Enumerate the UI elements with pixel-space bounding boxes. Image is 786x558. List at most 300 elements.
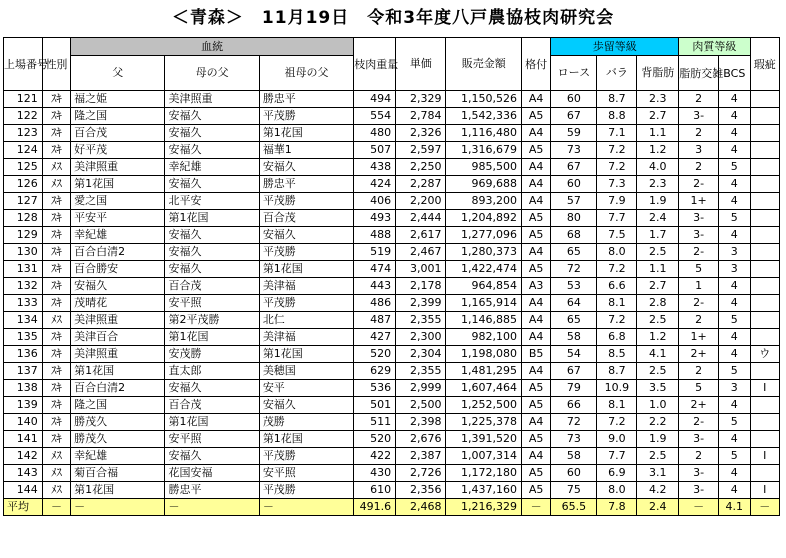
cell-sex: ﾒｽ — [42, 159, 70, 176]
table-row — [4, 397, 780, 414]
cell-marbling: 3- — [679, 482, 719, 499]
cell-grand-maternal-grandfather: 安福久 — [259, 227, 353, 244]
cell-loin: 72 — [551, 414, 597, 431]
cell-father: 隆之国 — [71, 108, 165, 125]
cell-unit-price: 2,500 — [396, 397, 446, 414]
cell-lot: 135 — [4, 329, 43, 346]
cell-father: 美津照重 — [71, 159, 165, 176]
cell-grade: A5 — [521, 482, 550, 499]
cell-father: 愛之国 — [71, 193, 165, 210]
table-row — [4, 312, 780, 329]
cell-marbling: 5 — [679, 380, 719, 397]
cell-bcs: 5 — [719, 448, 750, 465]
cell-grade: A4 — [521, 193, 550, 210]
cell-father: 幸紀雄 — [71, 227, 165, 244]
cell-rib: 10.9 — [597, 380, 637, 397]
cell-back-fat: 2.8 — [637, 295, 679, 312]
cell-lot: 137 — [4, 363, 43, 380]
cell-bcs: 3 — [719, 380, 750, 397]
cell-carcass-weight: 427 — [354, 329, 396, 346]
cell-grand-maternal-grandfather: 美穂国 — [259, 363, 353, 380]
cell-defect — [750, 397, 779, 414]
cell-sex: ｽｷ — [42, 431, 70, 448]
cell-lot: 128 — [4, 210, 43, 227]
table-row — [4, 295, 780, 312]
header-quality-grade: 肉質等級 — [679, 38, 750, 56]
cell-father: 隆之国 — [71, 397, 165, 414]
cell-loin: 65 — [551, 312, 597, 329]
cell-grade: A4 — [521, 363, 550, 380]
cell-maternal-grandfather: 安福久 — [165, 125, 259, 142]
cell-sale-amount: 1,204,892 — [446, 210, 521, 227]
table-row — [4, 261, 780, 278]
cell-carcass-weight: 487 — [354, 312, 396, 329]
cell-rib: 7.2 — [597, 312, 637, 329]
cell-rib: 6.8 — [597, 329, 637, 346]
cell-bcs: 4 — [719, 193, 750, 210]
cell-loin: 57 — [551, 193, 597, 210]
cell-grand-maternal-grandfather: 安平 — [259, 380, 353, 397]
header-yield-grade: 歩留等級 — [551, 38, 679, 56]
cell-loin: 66 — [551, 397, 597, 414]
cell-lot: 142 — [4, 448, 43, 465]
cell-unit-price: 2,726 — [396, 465, 446, 482]
cell-loin: 58 — [551, 448, 597, 465]
cell-defect: Ⅰ — [750, 448, 779, 465]
cell-bcs: 4 — [719, 431, 750, 448]
cell-carcass-weight: 406 — [354, 193, 396, 210]
avg-father: － — [71, 499, 165, 516]
cell-back-fat: 4.2 — [637, 482, 679, 499]
cell-grand-maternal-grandfather: 安平照 — [259, 465, 353, 482]
cell-lot: 133 — [4, 295, 43, 312]
cell-sale-amount: 982,100 — [446, 329, 521, 346]
cell-grand-maternal-grandfather: 平茂勝 — [259, 482, 353, 499]
cell-rib: 7.2 — [597, 414, 637, 431]
cell-defect — [750, 261, 779, 278]
table-row — [4, 193, 780, 210]
cell-grade: A4 — [521, 414, 550, 431]
cell-father: 幸紀雄 — [71, 448, 165, 465]
cell-carcass-weight: 511 — [354, 414, 396, 431]
cell-maternal-grandfather: 第1花国 — [165, 329, 259, 346]
table-row — [4, 448, 780, 465]
cell-sex: ｽｷ — [42, 363, 70, 380]
cell-grand-maternal-grandfather: 第1花国 — [259, 431, 353, 448]
cell-grade: A4 — [521, 91, 550, 108]
avg-weight: 491.6 — [354, 499, 396, 516]
cell-sale-amount: 1,391,520 — [446, 431, 521, 448]
cell-unit-price: 2,287 — [396, 176, 446, 193]
cell-maternal-grandfather: 安福久 — [165, 142, 259, 159]
cell-father: 勝茂久 — [71, 431, 165, 448]
cell-back-fat: 3.1 — [637, 465, 679, 482]
cell-grand-maternal-grandfather: 安福久 — [259, 397, 353, 414]
cell-sale-amount: 1,280,373 — [446, 244, 521, 261]
cell-back-fat: 2.5 — [637, 312, 679, 329]
cell-father: 勝茂久 — [71, 414, 165, 431]
cell-bcs: 4 — [719, 346, 750, 363]
cell-maternal-grandfather: 第1花国 — [165, 414, 259, 431]
cell-grade: A4 — [521, 176, 550, 193]
table-row — [4, 142, 780, 159]
header-defect: 瑕疵 — [750, 38, 779, 91]
cell-father: 第1花国 — [71, 363, 165, 380]
header-rib: バラ — [597, 56, 637, 91]
avg-defect: － — [750, 499, 779, 516]
cell-unit-price: 2,597 — [396, 142, 446, 159]
table-row — [4, 465, 780, 482]
cell-maternal-grandfather: 第2平茂勝 — [165, 312, 259, 329]
cell-loin: 75 — [551, 482, 597, 499]
header-sale-amount: 販売金額 — [446, 38, 521, 91]
cell-sale-amount: 1,277,096 — [446, 227, 521, 244]
cell-bcs: 4 — [719, 125, 750, 142]
cell-defect — [750, 227, 779, 244]
avg-rib: 7.8 — [597, 499, 637, 516]
cell-defect — [750, 244, 779, 261]
cell-unit-price: 2,999 — [396, 380, 446, 397]
cell-father: 茂晴花 — [71, 295, 165, 312]
cell-defect — [750, 210, 779, 227]
cell-maternal-grandfather: 安福久 — [165, 261, 259, 278]
cell-grade: A5 — [521, 142, 550, 159]
cell-sale-amount: 1,146,885 — [446, 312, 521, 329]
header-carcass-weight: 枝肉重量 — [354, 38, 396, 91]
cell-defect — [750, 176, 779, 193]
cell-grand-maternal-grandfather: 福華1 — [259, 142, 353, 159]
cell-grade: A5 — [521, 431, 550, 448]
cell-sale-amount: 985,500 — [446, 159, 521, 176]
cell-sex: ｽｷ — [42, 91, 70, 108]
cell-grand-maternal-grandfather: 勝忠平 — [259, 176, 353, 193]
cell-grade: A5 — [521, 227, 550, 244]
cell-lot: 123 — [4, 125, 43, 142]
cell-lot: 136 — [4, 346, 43, 363]
cell-lot: 122 — [4, 108, 43, 125]
cell-grand-maternal-grandfather: 茂勝 — [259, 414, 353, 431]
header-bcs: BCS — [719, 56, 750, 91]
cell-lot: 132 — [4, 278, 43, 295]
cell-sex: ｽｷ — [42, 397, 70, 414]
cell-sale-amount: 969,688 — [446, 176, 521, 193]
cell-lot: 139 — [4, 397, 43, 414]
header-marbling: 脂肪交雑 — [679, 56, 719, 91]
cell-defect: ウ — [750, 346, 779, 363]
cell-grand-maternal-grandfather: 安福久 — [259, 159, 353, 176]
cell-marbling: 1 — [679, 278, 719, 295]
cell-loin: 67 — [551, 108, 597, 125]
cell-marbling: 2 — [679, 363, 719, 380]
cell-carcass-weight: 474 — [354, 261, 396, 278]
cell-loin: 80 — [551, 210, 597, 227]
cell-loin: 72 — [551, 261, 597, 278]
cell-unit-price: 2,398 — [396, 414, 446, 431]
cell-loin: 58 — [551, 329, 597, 346]
avg-fat: 2.4 — [637, 499, 679, 516]
cell-sale-amount: 1,542,336 — [446, 108, 521, 125]
cell-marbling: 3- — [679, 210, 719, 227]
cell-sale-amount: 1,607,464 — [446, 380, 521, 397]
cell-loin: 73 — [551, 142, 597, 159]
cell-carcass-weight: 501 — [354, 397, 396, 414]
cell-father: 福之姫 — [71, 91, 165, 108]
cell-carcass-weight: 424 — [354, 176, 396, 193]
cell-back-fat: 3.5 — [637, 380, 679, 397]
cell-back-fat: 2.3 — [637, 91, 679, 108]
cell-grand-maternal-grandfather: 第1花国 — [259, 346, 353, 363]
cell-back-fat: 1.9 — [637, 431, 679, 448]
header-loin: ロース — [551, 56, 597, 91]
cell-rib: 7.7 — [597, 448, 637, 465]
cell-lot: 121 — [4, 91, 43, 108]
cell-loin: 73 — [551, 431, 597, 448]
cell-rib: 8.5 — [597, 346, 637, 363]
avg-grade: － — [521, 499, 550, 516]
cell-sex: ﾒｽ — [42, 312, 70, 329]
cell-back-fat: 4.0 — [637, 159, 679, 176]
cell-carcass-weight: 554 — [354, 108, 396, 125]
cell-bcs: 3 — [719, 261, 750, 278]
cell-lot: 126 — [4, 176, 43, 193]
cell-sex: ｽｷ — [42, 108, 70, 125]
table-row — [4, 431, 780, 448]
cell-carcass-weight: 629 — [354, 363, 396, 380]
header-lot: 上場番号 — [4, 38, 43, 91]
cell-bcs: 4 — [719, 465, 750, 482]
cell-sex: ｽｷ — [42, 380, 70, 397]
cell-unit-price: 2,356 — [396, 482, 446, 499]
cell-sex: ｽｷ — [42, 193, 70, 210]
cell-grand-maternal-grandfather: 美津福 — [259, 278, 353, 295]
cell-loin: 53 — [551, 278, 597, 295]
cell-father: 平安平 — [71, 210, 165, 227]
cell-father: 第1花国 — [71, 482, 165, 499]
cell-carcass-weight: 430 — [354, 465, 396, 482]
cell-father: 百合茂 — [71, 125, 165, 142]
cell-marbling: 2 — [679, 91, 719, 108]
cell-sale-amount: 893,200 — [446, 193, 521, 210]
cell-carcass-weight: 488 — [354, 227, 396, 244]
cell-maternal-grandfather: 美津照重 — [165, 91, 259, 108]
cell-defect — [750, 108, 779, 125]
cell-maternal-grandfather: 花国安福 — [165, 465, 259, 482]
avg-gmgf: － — [259, 499, 353, 516]
cell-grade: A4 — [521, 329, 550, 346]
cell-unit-price: 2,200 — [396, 193, 446, 210]
cell-father: 第1花国 — [71, 176, 165, 193]
cell-grade: A5 — [521, 108, 550, 125]
cell-grand-maternal-grandfather: 平茂勝 — [259, 193, 353, 210]
cell-defect — [750, 125, 779, 142]
cell-father: 百合勝安 — [71, 261, 165, 278]
cell-back-fat: 2.4 — [637, 210, 679, 227]
cell-maternal-grandfather: 百合茂 — [165, 397, 259, 414]
cell-sex: ｽｷ — [42, 329, 70, 346]
cell-grade: A4 — [521, 448, 550, 465]
cell-defect: Ⅰ — [750, 380, 779, 397]
average-row — [4, 499, 780, 516]
cell-sex: ｽｷ — [42, 125, 70, 142]
cell-marbling: 2- — [679, 244, 719, 261]
table-row — [4, 176, 780, 193]
cell-back-fat: 1.7 — [637, 227, 679, 244]
cell-loin: 65 — [551, 244, 597, 261]
cell-grade: B5 — [521, 346, 550, 363]
cell-marbling: 2- — [679, 295, 719, 312]
table-row — [4, 91, 780, 108]
cell-defect — [750, 312, 779, 329]
cell-sex: ﾒｽ — [42, 176, 70, 193]
cell-rib: 7.9 — [597, 193, 637, 210]
cell-maternal-grandfather: 安福久 — [165, 176, 259, 193]
cell-carcass-weight: 519 — [354, 244, 396, 261]
avg-price: 2,468 — [396, 499, 446, 516]
cell-lot: 141 — [4, 431, 43, 448]
avg-bcs: 4.1 — [719, 499, 750, 516]
cell-carcass-weight: 507 — [354, 142, 396, 159]
cell-back-fat: 1.2 — [637, 329, 679, 346]
cell-marbling: 2- — [679, 176, 719, 193]
cell-unit-price: 2,784 — [396, 108, 446, 125]
cell-carcass-weight: 493 — [354, 210, 396, 227]
cell-rib: 7.1 — [597, 125, 637, 142]
cell-loin: 54 — [551, 346, 597, 363]
cell-defect — [750, 159, 779, 176]
cell-bcs: 4 — [719, 91, 750, 108]
cell-defect — [750, 278, 779, 295]
cell-unit-price: 2,617 — [396, 227, 446, 244]
cell-carcass-weight: 443 — [354, 278, 396, 295]
cell-sale-amount: 1,165,914 — [446, 295, 521, 312]
cell-defect — [750, 431, 779, 448]
cell-father: 百合白清2 — [71, 244, 165, 261]
cell-loin: 67 — [551, 159, 597, 176]
cell-carcass-weight: 520 — [354, 346, 396, 363]
cell-sex: ｽｷ — [42, 278, 70, 295]
results-table — [3, 37, 780, 516]
table-row — [4, 380, 780, 397]
avg-label: 平均 — [4, 499, 43, 516]
table-row — [4, 346, 780, 363]
cell-maternal-grandfather: 安福久 — [165, 448, 259, 465]
cell-father: 美津照重 — [71, 346, 165, 363]
cell-sale-amount: 1,007,314 — [446, 448, 521, 465]
cell-grand-maternal-grandfather: 美津福 — [259, 329, 353, 346]
cell-father: 菊百合福 — [71, 465, 165, 482]
cell-loin: 60 — [551, 176, 597, 193]
cell-sale-amount: 1,198,080 — [446, 346, 521, 363]
cell-lot: 134 — [4, 312, 43, 329]
table-row — [4, 329, 780, 346]
cell-sex: ｽｷ — [42, 227, 70, 244]
cell-lot: 124 — [4, 142, 43, 159]
cell-marbling: 1+ — [679, 329, 719, 346]
cell-unit-price: 2,178 — [396, 278, 446, 295]
cell-carcass-weight: 438 — [354, 159, 396, 176]
cell-grade: A4 — [521, 244, 550, 261]
table-row — [4, 227, 780, 244]
cell-carcass-weight: 536 — [354, 380, 396, 397]
avg-loin: 65.5 — [551, 499, 597, 516]
cell-rib: 8.0 — [597, 244, 637, 261]
table-row — [4, 108, 780, 125]
cell-defect — [750, 363, 779, 380]
cell-marbling: 2+ — [679, 346, 719, 363]
cell-loin: 59 — [551, 125, 597, 142]
cell-sale-amount: 1,150,526 — [446, 91, 521, 108]
cell-unit-price: 2,329 — [396, 91, 446, 108]
cell-unit-price: 2,387 — [396, 448, 446, 465]
avg-sex: － — [42, 499, 70, 516]
cell-rib: 9.0 — [597, 431, 637, 448]
cell-loin: 60 — [551, 465, 597, 482]
cell-defect — [750, 142, 779, 159]
cell-carcass-weight: 610 — [354, 482, 396, 499]
cell-father: 安福久 — [71, 278, 165, 295]
table-row — [4, 244, 780, 261]
cell-bcs: 5 — [719, 414, 750, 431]
cell-unit-price: 2,444 — [396, 210, 446, 227]
cell-loin: 60 — [551, 91, 597, 108]
cell-maternal-grandfather: 安平照 — [165, 295, 259, 312]
cell-rib: 8.7 — [597, 363, 637, 380]
cell-unit-price: 2,676 — [396, 431, 446, 448]
cell-maternal-grandfather: 勝忠平 — [165, 482, 259, 499]
cell-sex: ｽｷ — [42, 261, 70, 278]
cell-bcs: 4 — [719, 108, 750, 125]
cell-grand-maternal-grandfather: 第1花国 — [259, 261, 353, 278]
cell-defect — [750, 295, 779, 312]
cell-rib: 6.9 — [597, 465, 637, 482]
header-back-fat: 背脂肪 — [637, 56, 679, 91]
cell-grade: A5 — [521, 261, 550, 278]
cell-sale-amount: 1,422,474 — [446, 261, 521, 278]
cell-sex: ﾒｽ — [42, 482, 70, 499]
cell-marbling: 2 — [679, 448, 719, 465]
table-row — [4, 363, 780, 380]
cell-sale-amount: 1,481,295 — [446, 363, 521, 380]
table-row — [4, 414, 780, 431]
table-row — [4, 159, 780, 176]
cell-back-fat: 2.2 — [637, 414, 679, 431]
cell-grade: A5 — [521, 397, 550, 414]
cell-grade: A4 — [521, 159, 550, 176]
cell-lot: 129 — [4, 227, 43, 244]
cell-sale-amount: 1,116,480 — [446, 125, 521, 142]
cell-bcs: 4 — [719, 397, 750, 414]
cell-bcs: 5 — [719, 210, 750, 227]
cell-unit-price: 2,355 — [396, 363, 446, 380]
cell-grade: A4 — [521, 295, 550, 312]
cell-bcs: 4 — [719, 295, 750, 312]
cell-bcs: 5 — [719, 363, 750, 380]
header-grand-maternal-grandfather: 祖母の父 — [259, 56, 353, 91]
cell-grand-maternal-grandfather: 第1花国 — [259, 125, 353, 142]
table-row — [4, 482, 780, 499]
cell-grade: A5 — [521, 465, 550, 482]
header-father: 父 — [71, 56, 165, 91]
avg-amount: 1,216,329 — [446, 499, 521, 516]
cell-grade: A4 — [521, 125, 550, 142]
cell-lot: 127 — [4, 193, 43, 210]
cell-sale-amount: 1,437,160 — [446, 482, 521, 499]
cell-grand-maternal-grandfather: 平茂勝 — [259, 448, 353, 465]
cell-unit-price: 2,355 — [396, 312, 446, 329]
cell-bcs: 4 — [719, 176, 750, 193]
cell-sale-amount: 1,172,180 — [446, 465, 521, 482]
cell-rib: 7.7 — [597, 210, 637, 227]
